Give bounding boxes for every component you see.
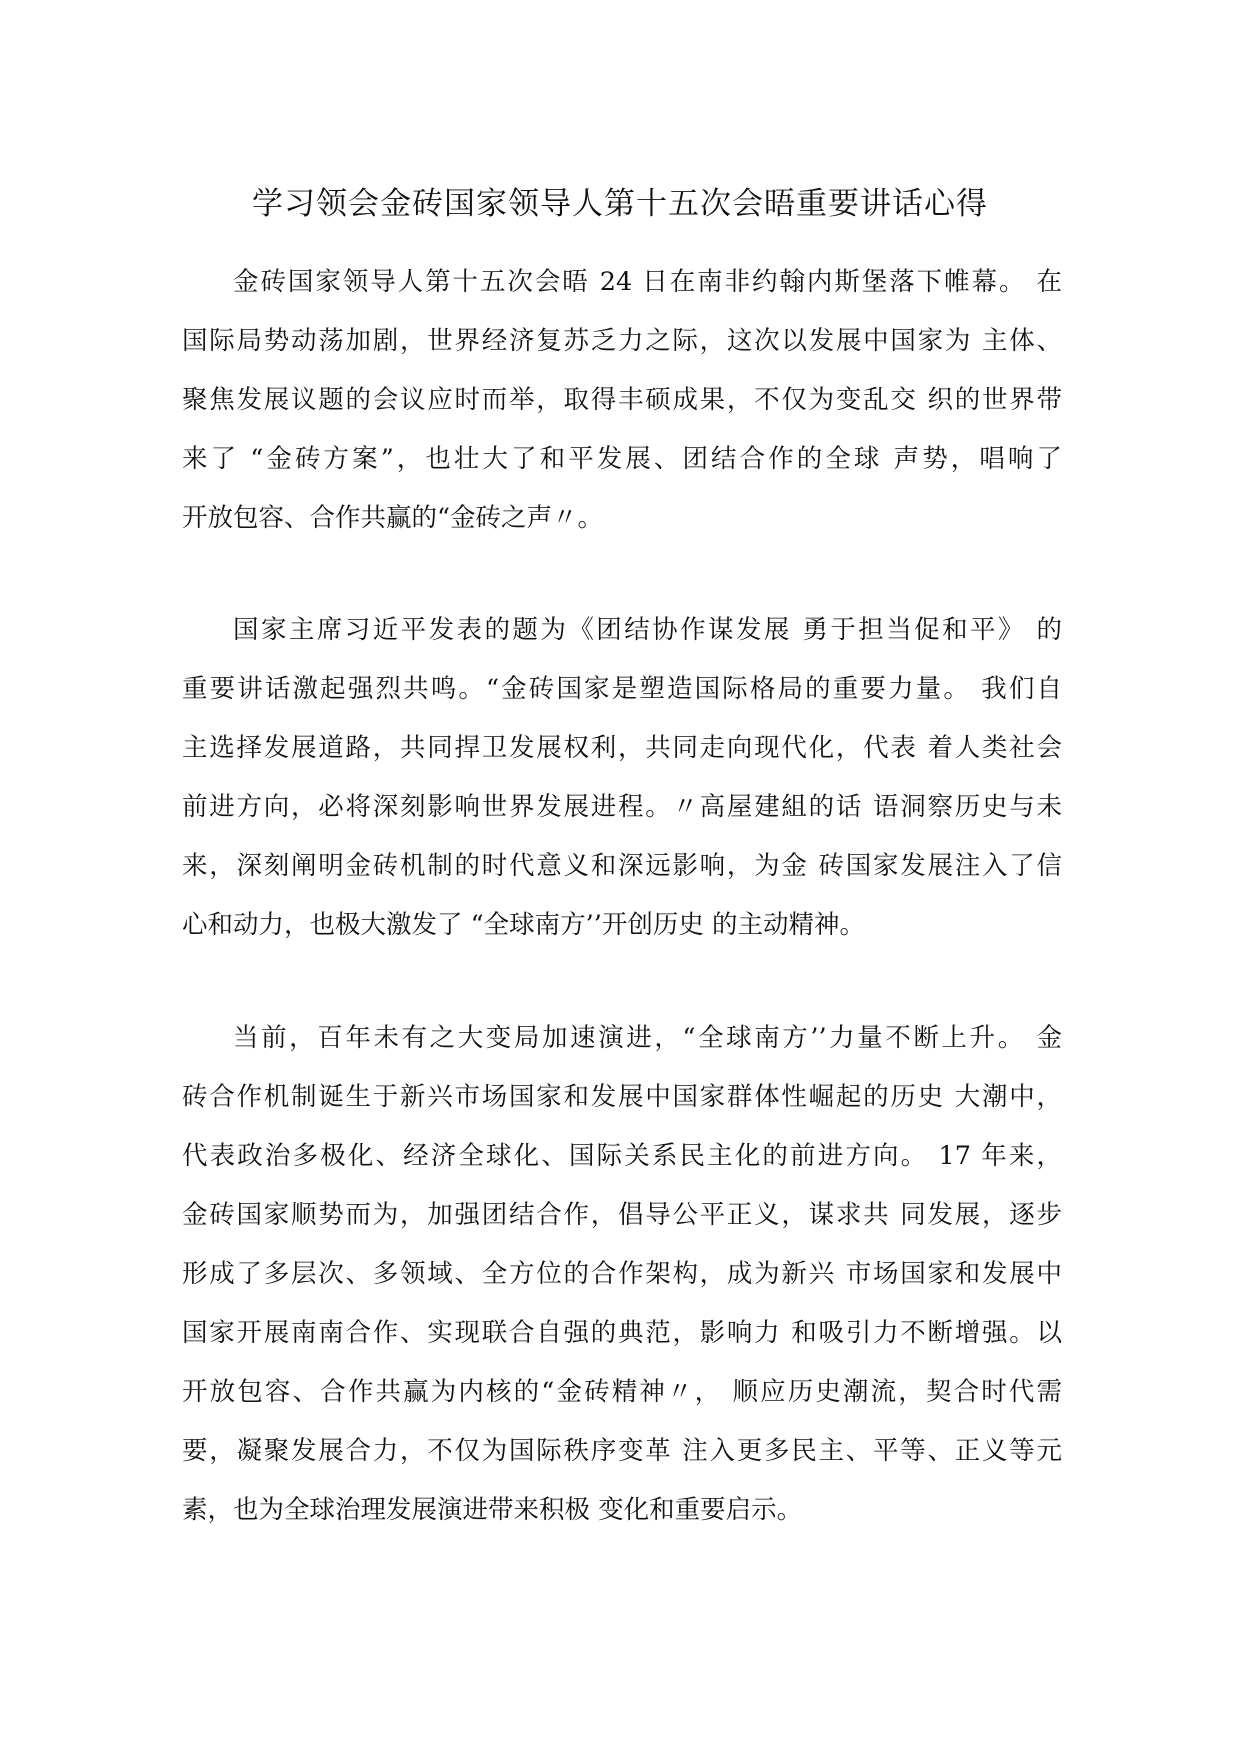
paragraph-line: 开放包容、合作共赢的“金砖之声〃。 — [182, 503, 604, 533]
paragraph-line: 金砖国家领导人第十五次会晤 24 日在南非约翰内斯堡落下帷幕。 在 — [233, 267, 1062, 297]
paragraph-line: 开放包容、合作共赢为内核的“金砖精神〃， 顺应历史潮流，契合时代需 — [182, 1377, 1062, 1407]
paragraph-line: 主选择发展道路，共同捍卫发展权利，共同走向现代化，代表 着人类社会 — [182, 733, 1062, 763]
paragraph-line: 来了 “金砖方案”，也壮大了和平发展、团结合作的全球 声势，唱响了 — [182, 444, 1062, 474]
paragraph-line: 金砖国家顺势而为，加强团结合作，倡导公平正义，谋求共 同发展，逐步 — [182, 1200, 1062, 1230]
paragraph-line: 代表政治多极化、经济全球化、国际关系民主化的前进方向。 17 年来， — [182, 1141, 1062, 1171]
paragraph-line: 心和动力，也极大激发了 “全球南方’’开创历史 的主动精神。 — [182, 910, 865, 940]
paragraph-line: 要，凝聚发展合力，不仅为国际秩序变革 注入更多民主、平等、正义等元 — [182, 1436, 1062, 1466]
paragraph-3 — [182, 1009, 1062, 1540]
paragraph-line: 形成了多层次、多领域、全方位的合作架构，成为新兴 市场国家和发展中 — [182, 1259, 1062, 1289]
paragraph-2 — [182, 601, 1062, 955]
paragraph-line: 重要讲话激起强烈共鸣。“金砖国家是塑造国际格局的重要力量。 我们自 — [182, 674, 1062, 704]
paragraph-line: 前进方向，必将深刻影响世界发展进程。〃高屋建組的话 语洞察历史与未 — [182, 792, 1062, 822]
paragraph-1 — [182, 253, 1062, 548]
paragraph-line: 聚焦发展议题的会议应时而举，取得丰硕成果，不仅为变乱交 织的世界带 — [182, 385, 1062, 415]
paragraph-line: 国家开展南南合作、实现联合自强的典范，影响力 和吸引力不断增强。以 — [182, 1318, 1062, 1348]
paragraph-line: 砖合作机制诞生于新兴市场国家和发展中国家群体性崛起的历史 大潮中， — [182, 1082, 1062, 1112]
paragraph-line: 素，也为全球治理发展演进带来积极 变化和重要启示。 — [182, 1495, 803, 1525]
paragraph-line: 国家主席习近平发表的题为《团结协作谋发展 勇于担当促和平》 的 — [233, 615, 1062, 645]
document-title: 学习领会金砖国家领导人第十五次会晤重要讲话心得 — [252, 186, 988, 222]
paragraph-line: 当前，百年未有之大变局加速演进，“全球南方’’力量不断上升。 金 — [233, 1023, 1062, 1053]
paragraph-line: 国际局势动荡加剧，世界经济复苏乏力之际，这次以发展中国家为 主体、 — [182, 326, 1062, 356]
paragraph-line: 来，深刻阐明金砖机制的时代意义和深远影响，为金 砖国家发展注入了信 — [182, 851, 1062, 881]
